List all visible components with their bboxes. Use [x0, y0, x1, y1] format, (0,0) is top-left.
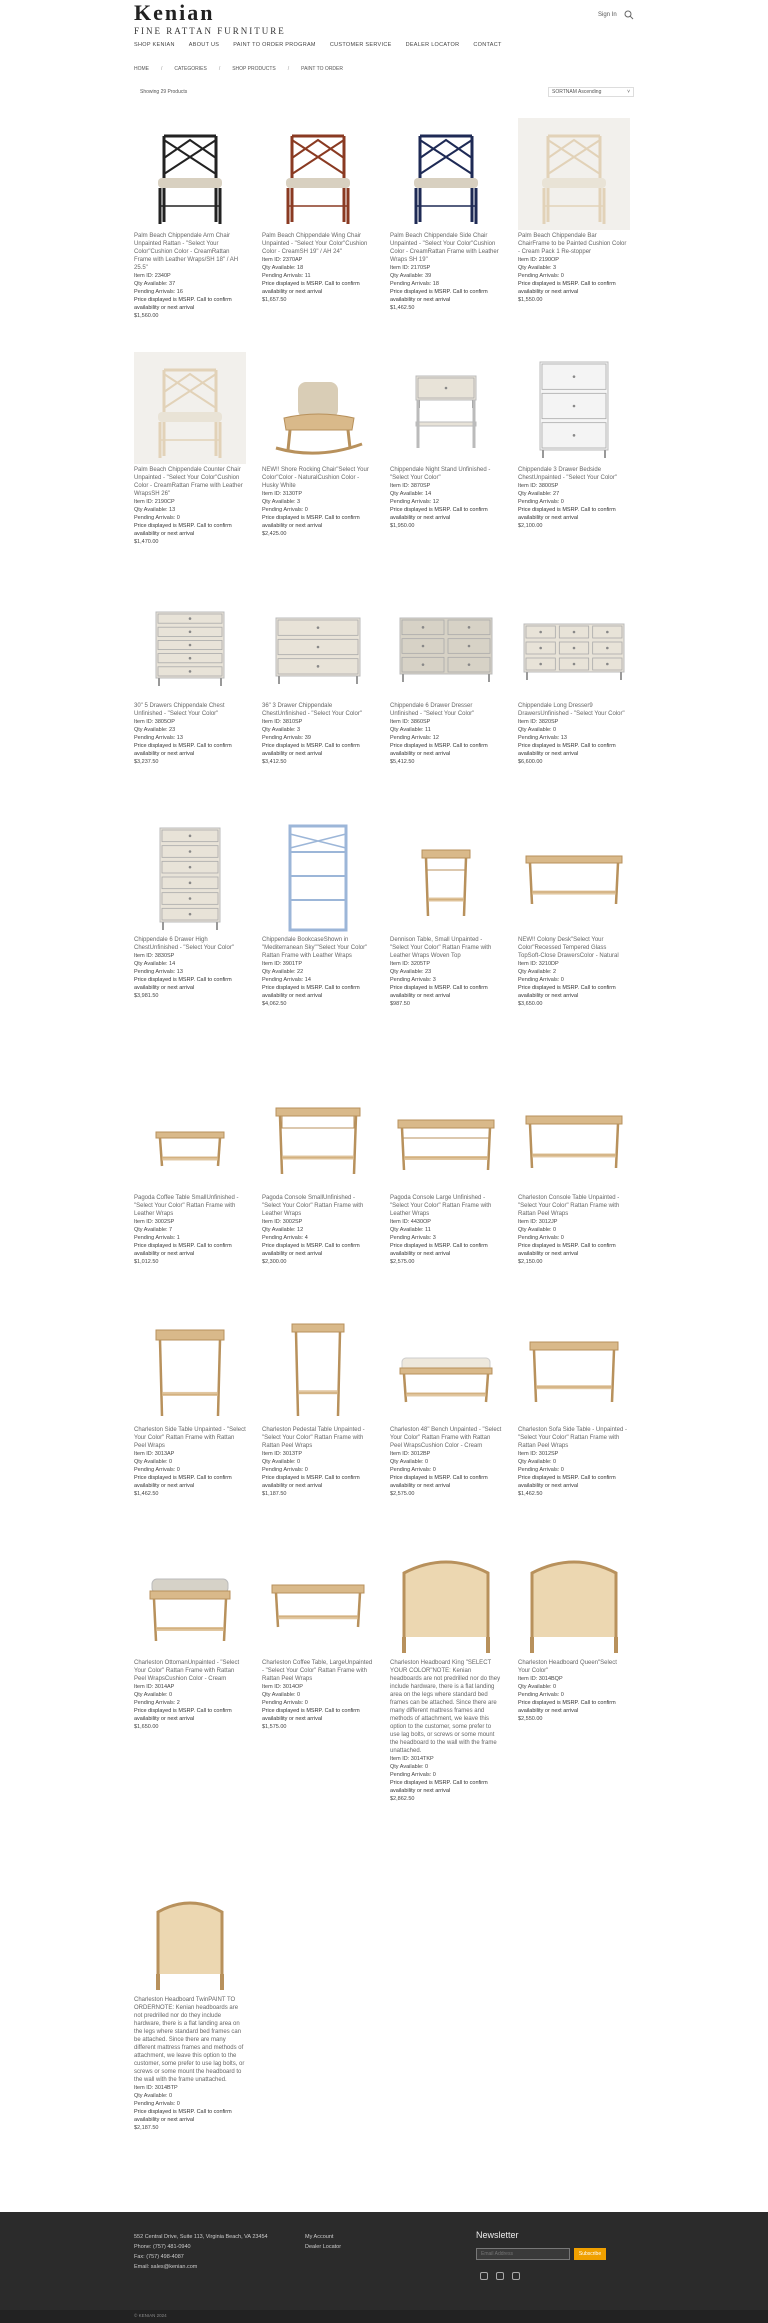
product-card[interactable] — [134, 352, 246, 546]
product-msrp-note: Price displayed is MSRP. Call to confirm availability or next arrival — [262, 1708, 360, 1722]
product-item-id: Item ID: 3012JP — [518, 1219, 558, 1225]
product-image[interactable] — [518, 588, 630, 700]
product-card[interactable] — [262, 118, 374, 304]
product-name[interactable]: Dennison Table, Small Unpainted - "Select Your Color" Rattan Frame with Leather Wraps Woven Top — [390, 937, 492, 959]
breadcrumb-shop-products[interactable]: SHOP PRODUCTS — [232, 66, 276, 72]
product-msrp-note: Price displayed is MSRP. Call to confirm availability or next arrival — [390, 289, 488, 303]
product-msrp-note: Price displayed is MSRP. Call to confirm availability or next arrival — [134, 2109, 232, 2123]
product-item-id: Item ID: 2190CP — [134, 499, 175, 505]
logo[interactable] — [134, 2, 304, 36]
product-msrp-note: Price displayed is MSRP. Call to confirm availability or next arrival — [262, 515, 360, 529]
product-price: $6,600.00 — [518, 759, 543, 765]
product-item-id: Item ID: 3130TP — [262, 491, 303, 497]
product-msrp-note: Price displayed is MSRP. Call to confirm availability or next arrival — [134, 743, 232, 757]
product-name[interactable]: 36" 3 Drawer Chippendale ChestUnfinished - "Select Your Color" — [262, 703, 362, 717]
product-card[interactable] — [390, 118, 502, 312]
product-name[interactable]: Charleston Coffee Table, LargeUnpainted - "Select Your Color" Rattan Frame with Rattan Peel Wraps — [262, 1660, 373, 1682]
newsletter-email-input[interactable] — [476, 2248, 570, 2260]
product-msrp-note: Price displayed is MSRP. Call to confirm availability or next arrival — [262, 743, 360, 757]
pinterest-icon[interactable] — [512, 2272, 520, 2280]
product-pending-arrivals: Pending Arrivals: 4 — [262, 1235, 308, 1241]
product-name[interactable]: Pagoda Console SmallUnfinished - "Select Your Color" Rattan Frame with Leather Wraps — [262, 1195, 364, 1217]
product-msrp-note: Price displayed is MSRP. Call to confirm availability or next arrival — [262, 281, 360, 295]
product-image[interactable] — [134, 1312, 246, 1424]
product-qty-available: Qty Available: 0 — [390, 1764, 429, 1770]
product-price: $987.50 — [390, 1001, 410, 1007]
product-pending-arrivals: Pending Arrivals: 3 — [390, 1235, 436, 1241]
product-msrp-note: Price displayed is MSRP. Call to confirm availability or next arrival — [518, 985, 616, 999]
product-pending-arrivals: Pending Arrivals: 0 — [518, 1692, 564, 1698]
product-item-id: Item ID: 3014BQP — [518, 1676, 563, 1682]
product-card[interactable] — [390, 352, 502, 530]
product-name[interactable]: Chippendale 6 Drawer High ChestUnfinished - "Select Your Color" — [134, 937, 234, 951]
product-pending-arrivals: Pending Arrivals: 0 — [134, 515, 180, 521]
product-card[interactable] — [518, 1080, 630, 1266]
product-qty-available: Qty Available: 11 — [390, 1227, 431, 1233]
product-item-id: Item ID: 3002SP — [134, 1219, 175, 1225]
product-msrp-note: Price displayed is MSRP. Call to confirm availability or next arrival — [134, 523, 232, 537]
product-qty-available: Qty Available: 27 — [518, 491, 560, 497]
product-name[interactable]: Charleston Headboard Queen"Select Your Color" — [518, 1660, 617, 1674]
product-card[interactable] — [134, 588, 246, 766]
product-msrp-note: Price displayed is MSRP. Call to confirm availability or next arrival — [134, 1708, 232, 1722]
product-qty-available: Qty Available: 13 — [134, 507, 176, 513]
product-name[interactable]: Pagoda Console Large Unfinished - "Select Your Color" Rattan Frame with Leather Wraps — [390, 1195, 492, 1217]
product-image[interactable] — [518, 1545, 630, 1657]
product-item-id: Item ID: 3810SP — [262, 719, 303, 725]
product-name[interactable]: Pagoda Coffee Table SmallUnfinished - "Select Your Color" Rattan Frame with Leather Wraps — [134, 1195, 239, 1217]
product-price: $2,187.50 — [134, 2125, 159, 2131]
footer-email[interactable]: Email: sales@kenian.com — [134, 2264, 198, 2270]
product-name[interactable]: Charleston Sofa Side Table - Unpainted - "Select Your Color" Rattan Frame with Rattan Peel Wraps — [518, 1427, 627, 1449]
product-item-id: Item ID: 3860SP — [390, 719, 431, 725]
product-image[interactable] — [262, 1312, 374, 1424]
product-msrp-note: Price displayed is MSRP. Call to confirm availability or next arrival — [390, 743, 488, 757]
product-card[interactable] — [262, 1080, 374, 1266]
product-pending-arrivals: Pending Arrivals: 0 — [390, 1467, 436, 1473]
product-item-id: Item ID: 3205TP — [390, 961, 431, 967]
nav-about-us[interactable]: ABOUT US — [188, 42, 220, 48]
product-card[interactable] — [134, 1882, 246, 2132]
product-msrp-note: Price displayed is MSRP. Call to confirm availability or next arrival — [134, 977, 232, 991]
product-image[interactable] — [390, 1080, 502, 1192]
product-price: $2,550.00 — [518, 1716, 543, 1722]
product-item-id: Item ID: 3012BP — [390, 1451, 431, 1457]
product-image[interactable] — [134, 1882, 246, 1994]
breadcrumb — [134, 66, 343, 72]
product-item-id: Item ID: 3014TKP — [390, 1756, 434, 1762]
product-pending-arrivals: Pending Arrivals: 0 — [262, 507, 308, 513]
footer-link-my-account[interactable]: My Account — [305, 2234, 334, 2240]
product-pending-arrivals: Pending Arrivals: 0 — [262, 1467, 308, 1473]
product-image[interactable] — [390, 118, 502, 230]
listing-toolbar — [134, 88, 634, 98]
product-card[interactable] — [262, 822, 374, 1008]
product-card[interactable] — [262, 588, 374, 766]
product-card[interactable] — [262, 1545, 374, 1731]
product-pending-arrivals: Pending Arrivals: 12 — [390, 735, 439, 741]
breadcrumb-separator: / — [287, 66, 290, 72]
nav-shop-kenian[interactable]: SHOP KENIAN — [134, 42, 175, 48]
product-image[interactable] — [390, 352, 502, 464]
product-price: $1,012.50 — [134, 1259, 159, 1265]
product-price: $2,575.00 — [390, 1259, 415, 1265]
product-name[interactable]: Palm Beach Chippendale Arm Chair Unpainted Rattan - "Select Your Color"Cushion Color - CreamRattan Frame with Leather Wraps/SH 18" / AH 25.5" — [134, 233, 239, 271]
product-image[interactable] — [518, 352, 630, 464]
sign-in-link[interactable]: Sign In — [598, 12, 617, 18]
product-name[interactable]: Palm Beach Chippendale Wing Chair Unpainted - "Select Your Color"Cushion Color - CreamSH 19" / AH 24" — [262, 233, 368, 255]
product-image[interactable] — [134, 118, 246, 230]
product-image[interactable] — [390, 1545, 502, 1657]
product-card[interactable] — [262, 352, 374, 538]
product-item-id: Item ID: 2370AP — [262, 257, 303, 263]
product-item-id: Item ID: 2170SP — [390, 265, 431, 271]
product-price: $1,550.00 — [518, 297, 543, 303]
product-pending-arrivals: Pending Arrivals: 39 — [262, 735, 311, 741]
product-image[interactable] — [262, 822, 374, 934]
product-pending-arrivals: Pending Arrivals: 0 — [518, 499, 564, 505]
product-price: $3,650.00 — [518, 1001, 543, 1007]
product-name[interactable]: Chippendale 6 Drawer Dresser Unfinished - "Select Your Color" — [390, 703, 475, 717]
product-name[interactable]: Charleston Pedestal Table Unpainted - "Select Your Color" Rattan Frame with Rattan Peel Wraps — [262, 1427, 365, 1449]
product-pending-arrivals: Pending Arrivals: 1 — [134, 1235, 180, 1241]
product-price: $1,657.50 — [262, 297, 287, 303]
product-qty-available: Qty Available: 0 — [134, 1692, 173, 1698]
product-price: $5,412.50 — [390, 759, 415, 765]
product-qty-available: Qty Available: 23 — [134, 727, 176, 733]
product-image[interactable] — [134, 1080, 246, 1192]
product-image[interactable] — [518, 1080, 630, 1192]
product-pending-arrivals: Pending Arrivals: 16 — [134, 289, 183, 295]
product-pending-arrivals: Pending Arrivals: 3 — [390, 977, 436, 983]
product-name[interactable]: Charleston Headboard King "SELECT YOUR COLOR"NOTE: Kenian headboards are not predrilled nor do they include hardware, there is a flat landing area on the legs where standard bed frames can be attached. Since there are many different mattress frames and methods of attachment, we leave this option to the customer, some prefer to use lag bolts, or screws or some mount the headboard to the wall with the frame unattached. — [390, 1660, 501, 1754]
product-qty-available: Qty Available: 11 — [390, 727, 431, 733]
product-item-id: Item ID: 3820SP — [518, 719, 559, 725]
product-qty-available: Qty Available: 2 — [518, 969, 557, 975]
product-price: $1,575.00 — [262, 1724, 287, 1730]
product-qty-available: Qty Available: 0 — [518, 727, 557, 733]
product-msrp-note: Price displayed is MSRP. Call to confirm availability or next arrival — [390, 985, 488, 999]
product-pending-arrivals: Pending Arrivals: 2 — [134, 1700, 180, 1706]
product-image[interactable] — [262, 1080, 374, 1192]
product-msrp-note: Price displayed is MSRP. Call to confirm availability or next arrival — [518, 281, 616, 295]
site-header — [0, 0, 768, 80]
product-qty-available: Qty Available: 23 — [390, 969, 432, 975]
product-msrp-note: Price displayed is MSRP. Call to confirm availability or next arrival — [262, 1475, 360, 1489]
product-image[interactable] — [518, 118, 630, 230]
product-image[interactable] — [518, 822, 630, 934]
product-pending-arrivals: Pending Arrivals: 13 — [134, 735, 183, 741]
product-msrp-note: Price displayed is MSRP. Call to confirm availability or next arrival — [134, 1243, 232, 1257]
product-name[interactable]: Palm Beach Chippendale Bar ChairFrame to be Painted Cushion Color - Cream Pack 1 Re-stopper — [518, 233, 627, 255]
social-links — [480, 2272, 520, 2280]
product-card[interactable] — [134, 822, 246, 1000]
product-price: $1,462.50 — [134, 1491, 159, 1497]
product-card[interactable] — [518, 1545, 630, 1723]
product-qty-available: Qty Available: 3 — [518, 265, 557, 271]
product-name[interactable]: 30" 5 Drawers Chippendale Chest Unfinished - "Select Your Color" — [134, 703, 225, 717]
logo-wordmark: Kenian — [134, 0, 215, 25]
breadcrumb-separator: / — [218, 66, 221, 72]
product-msrp-note: Price displayed is MSRP. Call to confirm availability or next arrival — [390, 507, 488, 521]
footer-address: 552 Central Drive, Suite 113, Virginia Beach, VA 23454 — [134, 2234, 268, 2240]
product-name[interactable]: NEW!! Colony Desk"Select Your Color"Recessed Tempered Glass TopSoft-Close DrawersColor - Natural — [518, 937, 619, 959]
product-msrp-note: Price displayed is MSRP. Call to confirm availability or next arrival — [390, 1475, 488, 1489]
product-image[interactable] — [262, 352, 374, 464]
product-price: $2,100.00 — [518, 523, 543, 529]
product-image[interactable] — [262, 588, 374, 700]
product-card[interactable] — [390, 588, 502, 766]
copyright-bar — [0, 2310, 768, 2323]
product-card[interactable] — [390, 1312, 502, 1498]
product-item-id: Item ID: 3800SP — [518, 483, 559, 489]
product-item-id: Item ID: 3805OP — [134, 719, 175, 725]
product-msrp-note: Price displayed is MSRP. Call to confirm availability or next arrival — [518, 1243, 616, 1257]
nav-paint-to-order[interactable]: PAINT TO ORDER PROGRAM — [233, 42, 316, 48]
product-name[interactable]: Charleston Headboard TwinPAINT TO ORDERNOTE: Kenian headboards are not predrilled nor do they include hardware, there is a flat landing area on the legs where standard bed frames can be attached. Since there are many different mattress frames and methods of attachment, we leave this option to the customer, some prefer to use lag bolts, or screws or some mount the headboard to the wall with the frame unattached. — [134, 1997, 245, 2083]
product-pending-arrivals: Pending Arrivals: 13 — [518, 735, 567, 741]
product-image[interactable] — [262, 1545, 374, 1657]
product-price: $3,237.50 — [134, 759, 159, 765]
product-pending-arrivals: Pending Arrivals: 0 — [134, 1467, 180, 1473]
footer-contact — [134, 2232, 268, 2272]
product-qty-available: Qty Available: 3 — [262, 727, 301, 733]
product-qty-available: Qty Available: 0 — [518, 1459, 557, 1465]
newsletter-title: Newsletter — [476, 2230, 519, 2240]
product-pending-arrivals: Pending Arrivals: 0 — [518, 977, 564, 983]
nav-customer-service[interactable]: CUSTOMER SERVICE — [329, 42, 392, 48]
product-price: $3,981.50 — [134, 993, 159, 999]
product-price: $1,462.50 — [390, 305, 415, 311]
product-name[interactable]: Chippendale 3 Drawer Bedside ChestUnpainted - "Select Your Color" — [518, 467, 617, 481]
product-item-id: Item ID: 3014BTP — [134, 2085, 178, 2091]
product-item-id: Item ID: 2190OP — [518, 257, 559, 263]
product-card[interactable] — [134, 1312, 246, 1498]
product-card[interactable] — [518, 118, 630, 304]
product-name[interactable]: Chippendale Long Dresser9 DrawersUnfinished - "Select Your Color" — [518, 703, 625, 717]
facebook-icon[interactable] — [480, 2272, 488, 2280]
product-qty-available: Qty Available: 18 — [262, 265, 304, 271]
product-price: $1,560.00 — [134, 313, 159, 319]
product-image[interactable] — [134, 1545, 246, 1657]
product-msrp-note: Price displayed is MSRP. Call to confirm availability or next arrival — [518, 1475, 616, 1489]
product-price: $2,862.50 — [390, 1796, 415, 1802]
breadcrumb-separator: / — [161, 66, 163, 72]
product-item-id: Item ID: 3013TP — [262, 1451, 303, 1457]
product-image[interactable] — [134, 822, 246, 934]
product-name[interactable]: Charleston OttomanUnpainted - "Select Your Color" Rattan Frame with Rattan Peel WrapsCushion Color - Cream — [134, 1660, 240, 1682]
product-item-id: Item ID: 3901TP — [262, 961, 303, 967]
nav-dealer-locator[interactable]: DEALER LOCATOR — [405, 42, 460, 48]
product-name[interactable]: Chippendale BookcaseShown in "Mediterranean Sky""Select Your Color" Rattan Frame with Leather Wraps — [262, 937, 368, 959]
breadcrumb-paint-to-order[interactable]: PAINT TO ORDER — [301, 66, 343, 72]
search-icon[interactable] — [624, 10, 634, 20]
product-image[interactable] — [390, 1312, 502, 1424]
site-footer — [0, 2212, 768, 2310]
product-name[interactable]: Palm Beach Chippendale Counter Chair Unpainted - "Select Your Color"Cushion Color - CreamRattan Frame with Leather WrapsSH 26" — [134, 467, 243, 497]
product-image[interactable] — [390, 588, 502, 700]
copyright-text: © KENIAN 2024 — [134, 2313, 167, 2318]
product-msrp-note: Price displayed is MSRP. Call to confirm availability or next arrival — [134, 297, 232, 311]
product-pending-arrivals: Pending Arrivals: 13 — [134, 969, 183, 975]
product-pending-arrivals: Pending Arrivals: 11 — [262, 273, 311, 279]
sort-select-value: SORTNAM Ascending — [552, 89, 602, 95]
product-item-id: Item ID: 2340P — [134, 273, 171, 279]
product-price: $2,150.00 — [518, 1259, 543, 1265]
product-pending-arrivals: Pending Arrivals: 0 — [518, 1467, 564, 1473]
product-qty-available: Qty Available: 39 — [390, 273, 432, 279]
product-msrp-note: Price displayed is MSRP. Call to confirm availability or next arrival — [518, 1700, 616, 1714]
product-pending-arrivals: Pending Arrivals: 18 — [390, 281, 439, 287]
product-qty-available: Qty Available: 37 — [134, 281, 176, 287]
subscribe-button[interactable]: Subscribe — [574, 2248, 606, 2260]
product-image[interactable] — [390, 822, 502, 934]
product-price: $1,187.50 — [262, 1491, 287, 1497]
product-card[interactable] — [134, 118, 246, 320]
breadcrumb-categories[interactable]: CATEGORIES — [174, 66, 207, 72]
product-qty-available: Qty Available: 22 — [262, 969, 304, 975]
product-card[interactable] — [518, 588, 630, 766]
chevron-down-icon: ˅ — [627, 89, 630, 95]
nav-contact[interactable]: CONTACT — [473, 42, 502, 48]
product-item-id: Item ID: 3830SP — [134, 953, 175, 959]
product-msrp-note: Price displayed is MSRP. Call to confirm availability or next arrival — [518, 507, 616, 521]
product-name[interactable]: Palm Beach Chippendale Side Chair Unpainted - "Select Your Color"Cushion Color - CreamRattan Frame with Leather Wraps SH 19" — [390, 233, 499, 263]
product-card[interactable] — [518, 822, 630, 1008]
product-msrp-note: Price displayed is MSRP. Call to confirm availability or next arrival — [262, 1243, 360, 1257]
product-image[interactable] — [134, 588, 246, 700]
product-card[interactable] — [518, 352, 630, 530]
instagram-icon[interactable] — [496, 2272, 504, 2280]
product-price: $4,062.50 — [262, 1001, 287, 1007]
product-price: $1,470.00 — [134, 539, 159, 545]
product-image[interactable] — [262, 118, 374, 230]
product-qty-available: Qty Available: 3 — [262, 499, 301, 505]
product-item-id: Item ID: 3012SP — [518, 1451, 559, 1457]
footer-fax: Fax: (757) 498-4087 — [134, 2254, 184, 2260]
product-name[interactable]: Charleston Console Table Unpainted - "Select Your Color" Rattan Frame with Rattan Peel Wraps — [518, 1195, 620, 1217]
product-price: $2,300.00 — [262, 1259, 287, 1265]
breadcrumb-home[interactable]: HOME — [134, 66, 149, 72]
product-name[interactable]: NEW!! Shore Rocking Chair"Select Your Color"Color - NaturalCushion Color - Husky White — [262, 467, 369, 489]
footer-link-dealer-locator[interactable]: Dealer Locator — [305, 2244, 342, 2250]
product-item-id: Item ID: 3014AP — [134, 1684, 175, 1690]
main-nav — [134, 42, 502, 48]
product-item-id: Item ID: 3210DP — [518, 961, 559, 967]
product-image[interactable] — [134, 352, 246, 464]
product-name[interactable]: Chippendale Night Stand Unfinished - "Select Your Color" — [390, 467, 491, 481]
sort-select[interactable] — [548, 87, 634, 97]
product-count: Showing 29 Products — [140, 89, 188, 95]
product-card[interactable] — [390, 1080, 502, 1266]
product-qty-available: Qty Available: 12 — [262, 1227, 304, 1233]
product-pending-arrivals: Pending Arrivals: 12 — [390, 499, 439, 505]
product-item-id: Item ID: 3002SP — [262, 1219, 303, 1225]
product-card[interactable] — [518, 1312, 630, 1498]
product-msrp-note: Price displayed is MSRP. Call to confirm availability or next arrival — [134, 1475, 232, 1489]
product-name[interactable]: Charleston 48" Bench Unpainted - "Select Your Color" Rattan Frame with Rattan Peel WrapsCushion Color - Cream — [390, 1427, 502, 1449]
product-price: $2,425.00 — [262, 531, 287, 537]
product-msrp-note: Price displayed is MSRP. Call to confirm availability or next arrival — [262, 985, 360, 999]
product-item-id: Item ID: 4430OP — [390, 1219, 431, 1225]
footer-phone: Phone: (757) 481-0940 — [134, 2244, 191, 2250]
product-qty-available: Qty Available: 0 — [518, 1227, 557, 1233]
product-price: $1,950.00 — [390, 523, 415, 529]
product-msrp-note: Price displayed is MSRP. Call to confirm availability or next arrival — [390, 1243, 488, 1257]
product-item-id: Item ID: 3870SP — [390, 483, 431, 489]
product-qty-available: Qty Available: 14 — [134, 961, 176, 967]
product-pending-arrivals: Pending Arrivals: 0 — [518, 273, 564, 279]
product-image[interactable] — [518, 1312, 630, 1424]
product-qty-available: Qty Available: 7 — [134, 1227, 173, 1233]
product-card[interactable] — [134, 1080, 246, 1266]
product-pending-arrivals: Pending Arrivals: 0 — [390, 1772, 436, 1778]
product-qty-available: Qty Available: 0 — [134, 2093, 173, 2099]
product-qty-available: Qty Available: 0 — [518, 1684, 557, 1690]
product-pending-arrivals: Pending Arrivals: 0 — [134, 2101, 180, 2107]
product-price: $1,462.50 — [518, 1491, 543, 1497]
product-qty-available: Qty Available: 0 — [262, 1692, 301, 1698]
product-name[interactable]: Charleston Side Table Unpainted - "Select Your Color" Rattan Frame with Rattan Peel Wraps — [134, 1427, 246, 1449]
product-qty-available: Qty Available: 14 — [390, 491, 432, 497]
product-card[interactable] — [390, 1545, 502, 1803]
logo-tagline: FINE RATTAN FURNITURE — [134, 26, 286, 36]
footer-links — [305, 2232, 341, 2252]
product-card[interactable] — [390, 822, 502, 1008]
product-qty-available: Qty Available: 0 — [390, 1459, 429, 1465]
product-pending-arrivals: Pending Arrivals: 0 — [262, 1700, 308, 1706]
product-pending-arrivals: Pending Arrivals: 0 — [518, 1235, 564, 1241]
product-price: $1,650.00 — [134, 1724, 159, 1730]
product-price: $3,412.50 — [262, 759, 287, 765]
product-pending-arrivals: Pending Arrivals: 14 — [262, 977, 311, 983]
product-price: $2,575.00 — [390, 1491, 415, 1497]
product-qty-available: Qty Available: 0 — [262, 1459, 301, 1465]
product-item-id: Item ID: 3013AP — [134, 1451, 175, 1457]
product-card[interactable] — [262, 1312, 374, 1498]
product-qty-available: Qty Available: 0 — [134, 1459, 173, 1465]
product-msrp-note: Price displayed is MSRP. Call to confirm availability or next arrival — [518, 743, 616, 757]
product-card[interactable] — [134, 1545, 246, 1731]
product-item-id: Item ID: 3014OP — [262, 1684, 303, 1690]
product-msrp-note: Price displayed is MSRP. Call to confirm availability or next arrival — [390, 1780, 488, 1794]
